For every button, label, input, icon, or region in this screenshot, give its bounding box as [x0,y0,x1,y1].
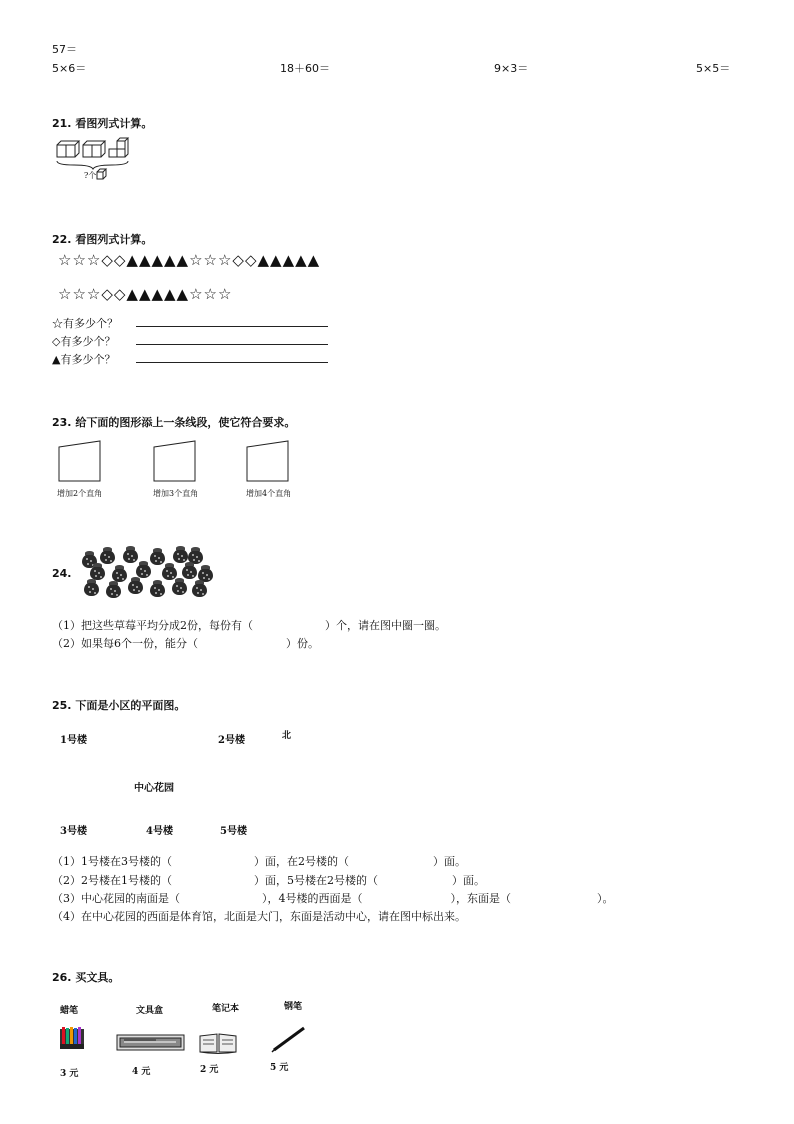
item-price-pen: 5 元 [270,1063,289,1073]
expr-5x5: 5×5＝ [696,62,731,75]
q24-line-1 [52,617,446,633]
q25-line-2-b: ）面，5号楼在2号楼的（ [254,874,378,887]
q25-line-1-a: （1）1号楼在3号楼的（ [52,855,172,868]
expr-5x6: 5×6＝ [52,62,87,75]
item-name-pen: 钢笔 [284,1002,303,1012]
strawberry-icon [84,582,99,596]
map-north-label: 北 [282,731,292,741]
pencil-box-icon[interactable] [116,1032,186,1052]
strawberry-icon [173,549,188,563]
q24-number: 24. [52,567,72,580]
q25-line-3-d: ）。 [597,892,614,905]
q24-line-2 [52,635,319,651]
strawberry-icon [182,565,197,579]
q23-label-1: 增加2个直角 [57,489,103,498]
q25-line-2 [52,872,485,888]
q25-line-1-c: ）面。 [433,855,466,868]
q25-line-1 [52,853,466,869]
expr-9x3: 9×3＝ [494,62,529,75]
q22-answer-line-diamond[interactable] [136,344,328,345]
q22-question-star: ☆有多少个？ [52,317,118,330]
strawberry-icon [192,583,207,597]
q25-line-4: （4）在中心花园的西面是体育馆，北面是大门，东面是活动中心，请在图中标出来。 [52,910,466,923]
strawberry-icon [128,580,143,594]
strawberry-icon [123,549,138,563]
q25-line-2-c: ）面。 [452,874,485,887]
map-building-3: 3号楼 [60,826,87,837]
map-central-garden: 中心花园 [134,783,174,794]
strawberry-icon [150,583,165,597]
expr-57: 57＝ [52,43,77,56]
q24-line-2-part-b: ）份。 [286,637,319,650]
q21-unknown-label: ?个 [84,171,97,180]
expr-18plus60: 18＋60＝ [280,62,330,75]
q23-shape-3[interactable] [244,440,294,484]
item-name-notebook: 笔记本 [212,1004,240,1014]
q25-line-3-c: ），东面是（ [450,892,511,905]
q26-title: 26. 买文具。 [52,971,120,984]
item-price-crayons: 3 元 [60,1069,79,1079]
q23-title: 23. 给下面的图形添上一条线段，使它符合要求。 [52,416,296,429]
q22-answer-line-triangle[interactable] [136,362,328,363]
q22-question-diamond: ◇有多少个？ [52,335,116,348]
map-building-2: 2号楼 [218,735,245,746]
q22-symbol-row-1: ☆☆☆◇◇▲▲▲▲▲☆☆☆◇◇▲▲▲▲▲ [58,251,321,269]
strawberry-icon [162,566,177,580]
strawberry-icon [172,581,187,595]
q22-answer-line-star[interactable] [136,326,328,327]
map-building-5: 5号楼 [220,826,247,837]
pen-icon[interactable] [270,1024,310,1054]
crayons-icon[interactable] [58,1026,88,1052]
strawberry-icon [90,566,105,580]
q24-line-1-part-b: ）个，请在图中圈一圈。 [325,619,446,632]
strawberry-icon [100,550,115,564]
item-name-crayons: 蜡笔 [60,1006,79,1016]
q24-line-2-part-a: （2）如果每6个一份，能分（ [52,637,198,650]
q25-map[interactable] [52,722,312,840]
item-name-pencil-box: 文具盒 [136,1006,164,1016]
map-building-1: 1号楼 [60,735,87,746]
q22-question-triangle: ▲有多少个？ [52,353,116,366]
q23-label-2: 增加3个直角 [153,489,199,498]
q24-line-1-part-a: （1）把这些草莓平均分成2份，每份有（ [52,619,253,632]
q25-line-3 [52,890,614,906]
q25-line-3-b: ），4号楼的西面是（ [262,892,363,905]
item-price-pencil-box: 4 元 [132,1067,151,1077]
strawberry-icon [112,568,127,582]
q25-line-3-a: （3）中心花园的南面是（ [52,892,180,905]
strawberry-icon [150,551,165,565]
q23-label-3: 增加4个直角 [246,489,292,498]
q22-symbol-row-2: ☆☆☆◇◇▲▲▲▲▲☆☆☆ [58,285,233,303]
q25-title: 25. 下面是小区的平面图。 [52,699,186,712]
q23-shape-1[interactable] [56,440,106,484]
strawberry-icon [136,564,151,578]
q23-shape-2[interactable] [151,440,201,484]
q21-title: 21. 看图列式计算。 [52,117,153,130]
map-building-4: 4号楼 [146,826,173,837]
q22-title: 22. 看图列式计算。 [52,233,153,246]
strawberry-icon [106,584,121,598]
notebook-icon[interactable] [198,1032,238,1054]
item-price-notebook: 2 元 [200,1065,219,1075]
q25-line-1-b: ）面，在2号楼的（ [254,855,349,868]
q25-line-2-a: （2）2号楼在1号楼的（ [52,874,172,887]
q24-strawberries-figure[interactable] [78,546,216,606]
